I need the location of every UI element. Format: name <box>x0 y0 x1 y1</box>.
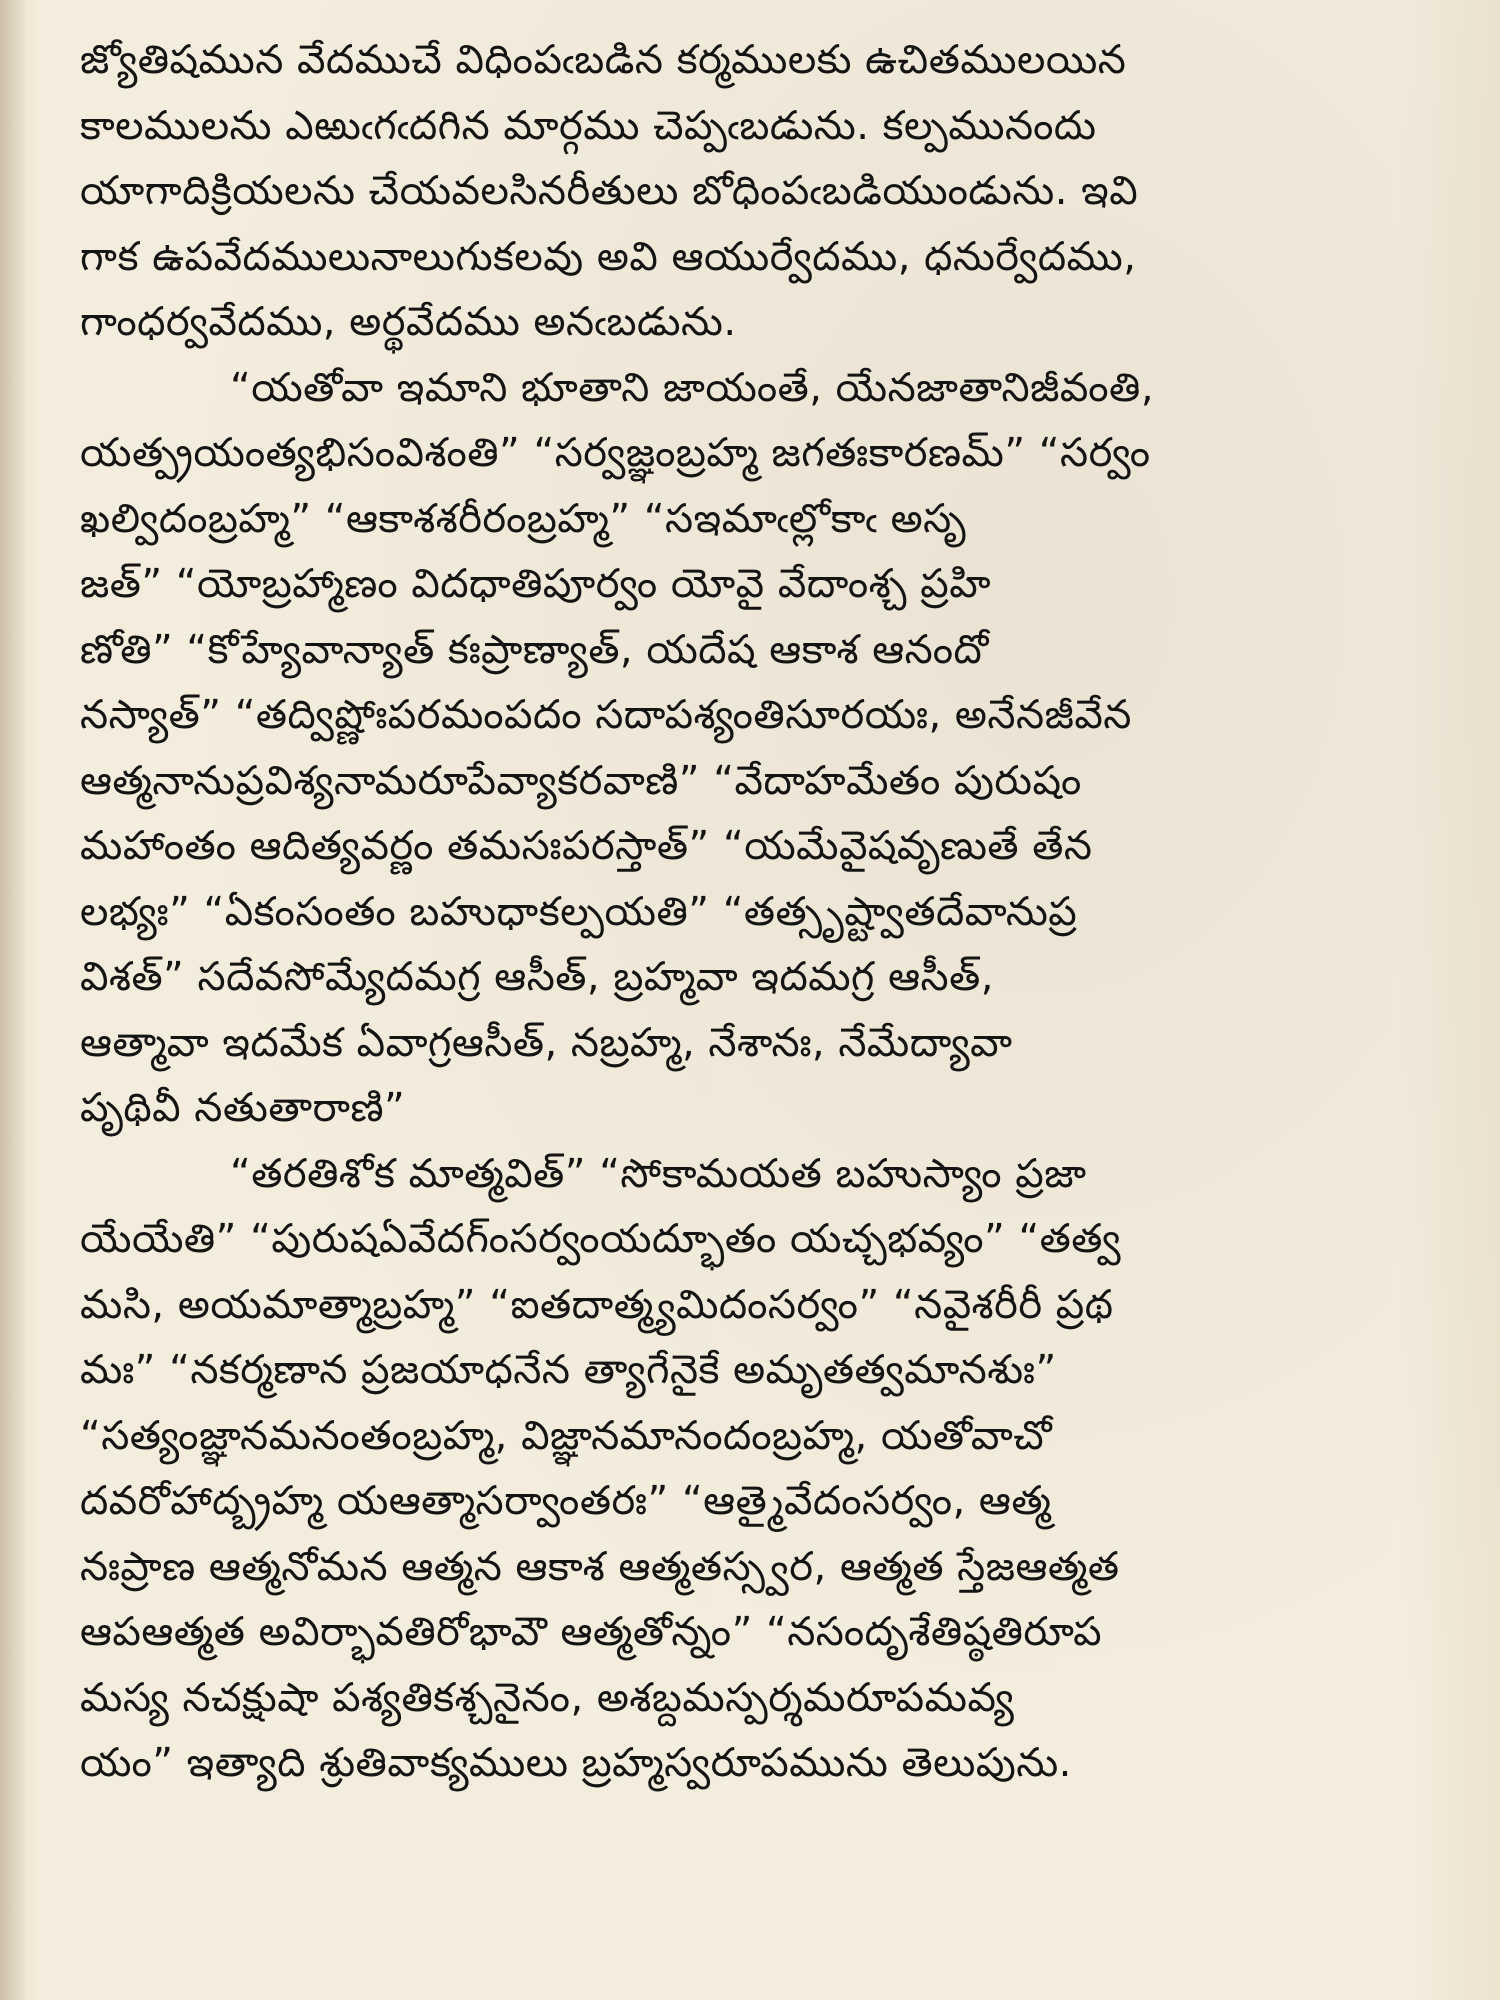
text-line: మసి, అయమాత్మాబ్రహ్మ” “ఐతదాత్మ్యమిదంసర్వం” “నవైశరీరీ ప్రథ <box>80 1281 1114 1328</box>
text-line: మః” “నకర్మణాన ప్రజయాధనేన త్యాగేనైకే అమృతత్వమానశుః” <box>80 1347 1057 1393</box>
text-line: ఆత్మావా ఇదమేక ఏవాగ్రఆసీత్, నబ్రహ్మ, నేశానః, నేమేద్యావా <box>80 1019 1013 1066</box>
text-line: యాగాదిక్రియలను చేయవలసినరీతులు బోధింపఁబడియుండును. ఇవి <box>80 168 1139 214</box>
text-line: విశత్” సదేవసోమ్యేదమగ్ర ఆసీత్, బ్రహ్మవా ఇదమగ్ర ఆసీత్, <box>80 954 994 1000</box>
text-line: గాంధర్వవేదము, అర్థవేదము అనఁబడును. <box>80 299 737 345</box>
text-line: ఖల్విదంబ్రహ్మ” “ఆకాశశరీరంబ్రహ్మ” “సఇమాఁల్లోకాఁ అసృ <box>80 495 967 542</box>
page-spine-shadow <box>0 0 28 2000</box>
text-line: దవరోహాద్బ్రహ్మ యఆత్మాసర్వాంతరః” “ఆత్మైవేదంసర్వం, ఆత్మ <box>80 1478 1052 1524</box>
text-line: యత్ప్రయంత్యభిసంవిశంతి” “సర్వజ్ఞంబ్రహ్మ జగతఃకారణమ్” “సర్వం <box>80 430 1151 476</box>
text-line: ఆత్మనానుప్రవిశ్యనామరూపేవ్యాకరవాణి” “వేదాహమేతం పురుషం <box>80 757 1082 804</box>
text-line: యేయేతి” “పురుషఏవేదగ్ంసర్వంయద్భూతం యచ్చభవ్యం” “తత్వ <box>80 1216 1122 1262</box>
text-line: యం” ఇత్యాది శ్రుతివాక్యములు బ్రహ్మస్వరూపమును తెలుపును. <box>80 1740 1072 1786</box>
text-line: గాక ఉపవేదములునాలుగుకలవు అవి ఆయుర్వేదము, ధనుర్వేదము, <box>80 233 1137 280</box>
paragraph-start-line: “యతోవా ఇమాని భూతాని జాయంతే, యేనజాతానిజీవంతి, <box>230 364 1155 411</box>
text-line: పృథివీ నతుతారాణి” <box>80 1085 406 1131</box>
text-line: మస్య నచక్షుషా పశ్యతికశ్చనైనం, అశబ్దమస్పర్శమరూపమవ్య <box>80 1674 1015 1721</box>
text-line: లభ్యః” “ఏకంసంతం బహుధాకల్పయతి” “తత్సృష్ట్వాతదేవానుప్ర <box>80 888 1078 935</box>
paragraph-start-line: “తరతిశోక మాత్మవిత్” “సోకామయత బహుస్యాం ప్రజా <box>230 1150 1087 1197</box>
page-text <box>80 28 1465 1797</box>
text-line: మహాంతం ఆదిత్యవర్ణం తమసఃపరస్తాత్” “యమేవైషవృణుతే తేన <box>80 823 1093 869</box>
text-line: “సత్యంజ్ఞానమనంతంబ్రహ్మ, విజ్ఞానమానందంబ్రహ్మ, యతోవాచో <box>80 1412 1053 1459</box>
text-line: ఆపఆత్మత అవిర్భావతిరోభావౌ ఆత్మతోన్నం” “నసందృశేతిష్ఠతిరూప <box>80 1609 1103 1655</box>
text-line: జత్” “యోబ్రహ్మాణం విదధాతిపూర్వం యోవై వేదాంశ్చ ప్రహి <box>80 561 992 607</box>
text-line: నఃప్రాణ ఆత్మనోమన ఆత్మన ఆకాశ ఆత్మతస్స్వర, ఆత్మత స్తేజఆత్మత <box>80 1543 1120 1590</box>
text-line: కాలములను ఎఱుఁగఁదగిన మార్గము చెప్పఁబడును. కల్పమునందు <box>80 102 1097 149</box>
text-line: నస్యాత్” “తద్విష్ణోఃపరమంపదం సదాపశ్యంతిసూరయః, అనేనజీవేన <box>80 692 1132 738</box>
text-line: జ్యోతిషమున వేదముచే విధింపఁబడిన కర్మములకు ఉచితములయిన <box>80 37 1127 83</box>
text-line: ణోతి” “కోహ్యేవాన్యాత్ కఃప్రాణ్యాత్, యదేష ఆకాశ ఆనందో <box>80 626 989 673</box>
